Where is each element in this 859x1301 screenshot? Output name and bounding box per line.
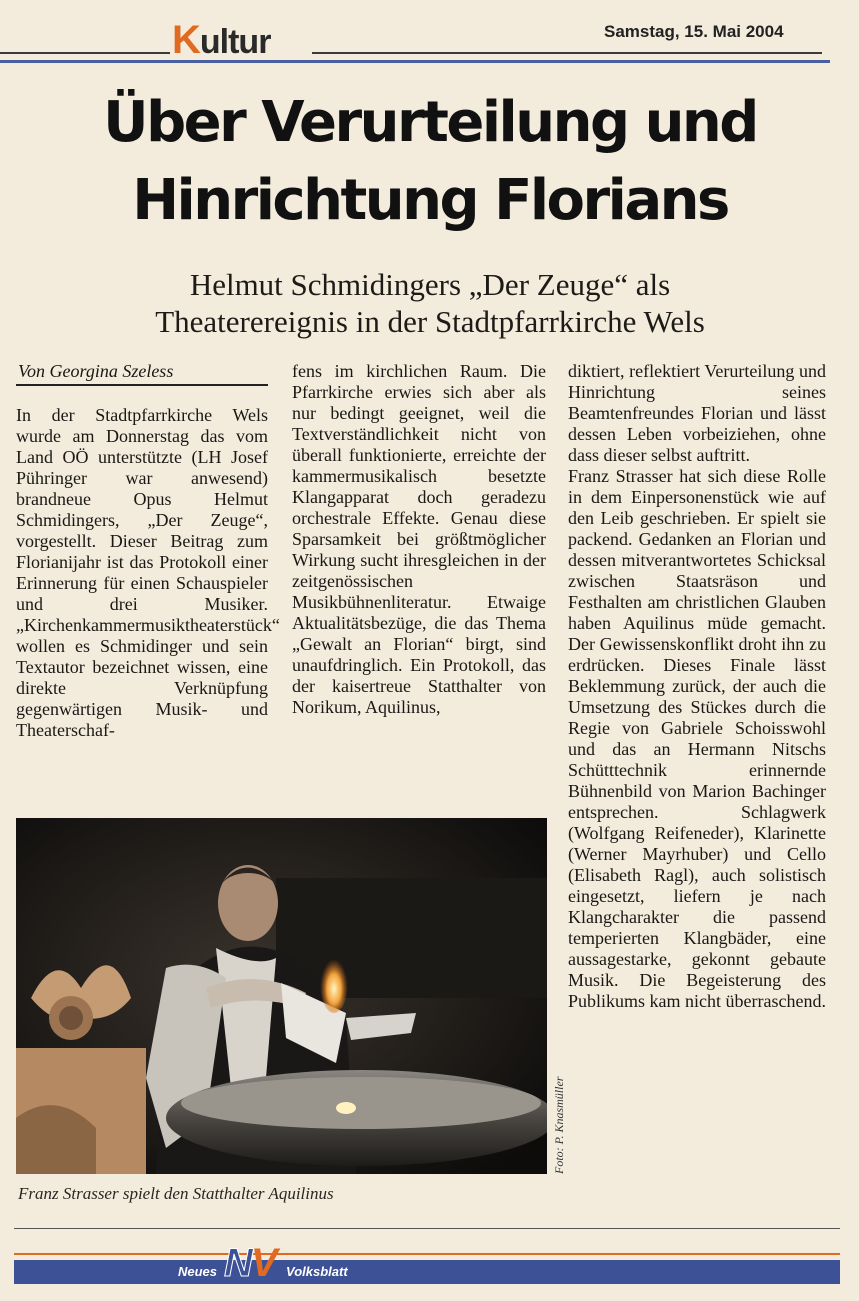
footer-divider (14, 1228, 840, 1229)
subheadline (60, 266, 800, 340)
section-label (172, 18, 270, 63)
headline (40, 84, 820, 240)
column-1-text: In der Stadtpfarrkirche Wels wurde am Donnerstag das vom Land OÖ unterstützte (LH Josef Pühringer war anwesend) brandneue Opus Helmut Schmidingers, „Der Zeuge“, vorgestellt. Dieser Beitrag zum Florianijahr ist das Protokoll einer Erinnerung für einen Schauspieler und drei Musiker. „Kirchenkammermusiktheaterstück“ wollen es Schmidinger und sein Textautor bezeichnet wissen, eine direkte Verknüpfung gegenwärtigen Musik- und Theaterschaf- (16, 405, 280, 740)
byline: Von Georgina Szeless (18, 361, 174, 381)
headline-line-2: Hinrichtung Florians (132, 168, 728, 233)
subheadline-line-2: Theaterereignis in der Stadtpfarrkirche Wels (155, 304, 705, 339)
header-rule-blue (0, 60, 830, 63)
headline-line-1: Über Verurteilung und (103, 90, 757, 155)
article-column-2 (292, 361, 546, 718)
byline-rule (16, 384, 268, 386)
header-rule-right (312, 52, 822, 54)
footer-accent-rule (14, 1253, 840, 1255)
header-rule-left (0, 52, 170, 54)
footer-bar (14, 1260, 840, 1284)
column-2-text: fens im kirchlichen Raum. Die Pfarrkirche erwies sich aber als nur bedingt geeignet, weil die Textverständlichkeit nicht von überall funktionierte, erreichte der kammermusikalisch besetzte Klangapparat doch geradezu orchestrale Effekte. Genau diese Sparsamkeit bei größtmöglicher Wirkung sucht ihresgleichen in der zeitgenössischen Musikbühnenliteratur. Etwaige Aktualitätsbezüge, die das Thema „Gewalt an Florian“ birgt, sind unaufdringlich. Ein Protokoll, das der kaisertreue Statthalter von Norikum, Aquilinus, (292, 361, 546, 717)
photo-illustration (16, 818, 547, 1174)
logo-letter-v: V (250, 1241, 276, 1285)
section-label-rest: ultur (199, 23, 271, 61)
column-3-paragraph-1: diktiert, reflektiert Verurteilung und Hinrichtung seines Beamtenfreundes Florian und lässt dessen Leben vorbeiziehen, ohne dass dieser selbst auftritt. (568, 361, 826, 465)
section-label-initial: K (172, 18, 200, 62)
issue-date: Samstag, 15. Mai 2004 (604, 22, 784, 41)
photo-credit: Foto: P. Knasmüller (552, 1076, 566, 1174)
subheadline-line-1: Helmut Schmidingers „Der Zeuge“ als (189, 267, 671, 302)
footer-publication-right: Volksblatt (286, 1264, 348, 1279)
photo-caption: Franz Strasser spielt den Statthalter Aquilinus (18, 1184, 334, 1203)
footer-publication-left: Neues (178, 1264, 218, 1279)
article-column-1 (16, 405, 280, 741)
column-3-paragraph-2: Franz Strasser hat sich diese Rolle in dem Einpersonenstück wie auf den Leib geschrieben. Er spielt sie packend. Gedanken an Florian und dessen mitverantwortetes Schicksal zwischen Staatsräson und Festhalten am christlichen Glauben haben Aquilinus müde gemacht. Der Gewissenskonflikt droht ihn zu erdrücken. Dieses Finale lässt Beklemmung zurück, der auch die Umsetzung des Stückes durch die Regie von Gabriele Schoisswohl und das an Hermann Nitschs Schütttechnik erinnernde Bühnenbild von Marion Bachinger entsprechen. Schlagwerk (Wolfgang Reifeneder), Klarinette (Werner Mayrhuber) und Cello (Elisabeth Ragl), auch solistisch eingesetzt, liefern je nach Klangcharakter die passend temperierten Klangbäder, eine aussagestarke, gekonnt gebaute Musik. Die Begeisterung des Publikums kam nicht überraschend. (568, 466, 826, 1011)
article-column-3 (568, 361, 826, 1012)
article-photo (16, 818, 547, 1174)
logo-letter-n: N (224, 1241, 251, 1285)
publication-logo (224, 1239, 276, 1287)
